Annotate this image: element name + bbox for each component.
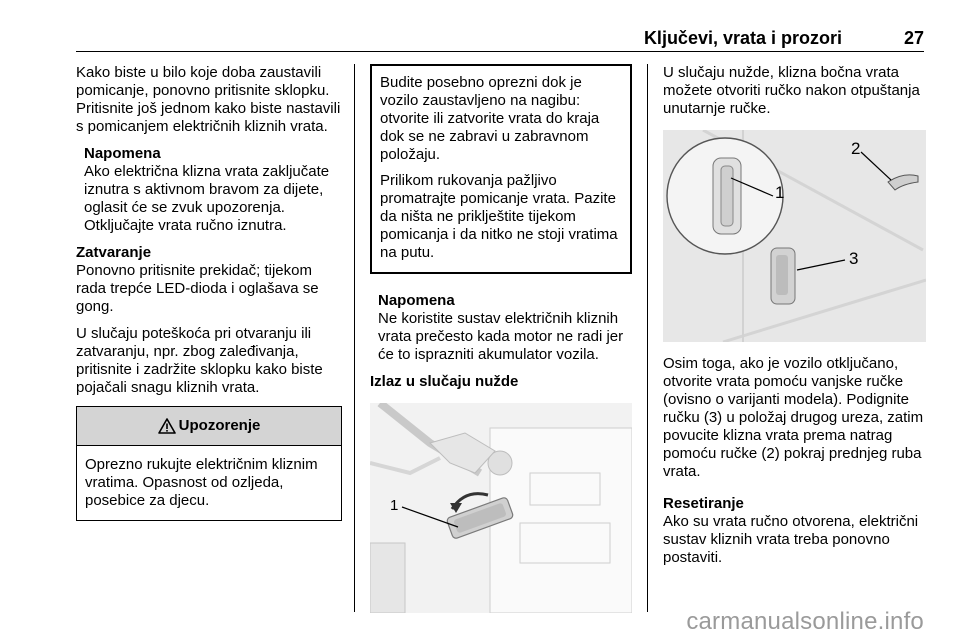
- warning-header: [77, 406, 341, 446]
- warning-title: Upozorenje: [178, 417, 261, 434]
- warning-triangle-icon: [158, 418, 176, 434]
- closing-paragraph: Ponovno pritisnite prekidač; tijekom rada trepće LED-dioda i oglašava se gong.: [76, 262, 319, 315]
- column-divider-1: [354, 64, 355, 612]
- warning-box: [76, 406, 342, 521]
- column-2: [370, 64, 632, 613]
- note-title: Napomena: [378, 292, 455, 309]
- note-text: Ako električna klizna vrata zaključate iznutra s aktivnom bravom za dijete, oglasit će se zvuk upozorenja. Otključajte vrata ručno iznutra.: [84, 163, 330, 234]
- note-child-lock: [76, 145, 342, 235]
- chapter-title: Ključevi, vrata i prozori: [643, 28, 842, 48]
- callout-label-1: 1: [775, 183, 785, 202]
- callout-label-3: 3: [849, 249, 859, 268]
- door-handles-illustration: [663, 130, 926, 342]
- intro-paragraph: Kako biste u bilo koje doba zaustavili pomicanje, ponovno pritisnite sklopku. Pritisnite još jednom kako biste nastavili s pomicanjem električnih kliznih vrata.: [76, 64, 341, 135]
- column-3: [663, 64, 926, 576]
- warning-body: [77, 446, 341, 520]
- note-text: Ne koristite sustav električnih kliznih vrata prečesto kada motor ne radi jer će to isprazniti akumulator vozila.: [378, 310, 624, 363]
- note-battery: [370, 292, 632, 364]
- outside-handle-paragraph: Osim toga, ako je vozilo otključano, otvorite vrata pomoću vanjske ručke (ovisno o varijanti modela). Podignite ručku (3) u položaj drugog ureza, zatim povucite klizna vrata prema natrag pomoću ručke (2) pokraj prednjeg ruba vrata.: [663, 355, 924, 480]
- emergency-heading: Izlaz u slučaju nužde: [370, 373, 519, 390]
- page-number: 27: [903, 28, 924, 48]
- column-1: [76, 64, 342, 521]
- difficulty-paragraph: U slučaju poteškoća pri otvaranju ili zatvaranju, npr. zbog zaleđivanja, pritisnite i zadržite sklopku kako biste pojačali snagu kliznih vrata.: [76, 325, 323, 396]
- emergency-paragraph: U slučaju nužde, klizna bočna vrata možete otvoriti ručko nakon otpuštanja unutarnje ručke.: [663, 64, 920, 117]
- closing-heading: Zatvaranje: [76, 244, 152, 261]
- callout-label-2: 2: [851, 139, 861, 158]
- interior-handle-illustration: [370, 403, 632, 613]
- note-title: Napomena: [84, 145, 161, 162]
- callout-label-1: 1: [390, 497, 399, 514]
- page-header: [76, 28, 924, 52]
- caution-box: [370, 64, 632, 274]
- caution-paragraph-2: Prilikom rukovanja pažljivo promatrajte pomicanje vrata. Pazite da ništa ne priklještite tijekom pomicanja i da nitko ne stoji vratima na putu.: [380, 172, 618, 261]
- emergency-release-figure: [370, 403, 632, 613]
- reset-paragraph: Ako su vrata ručno otvorena, električni sustav kliznih vrata treba ponovno postaviti.: [663, 513, 919, 566]
- reset-heading: Resetiranje: [663, 495, 744, 512]
- warning-text: Oprezno rukujte električnim kliznim vratima. Opasnost od ozljeda, posebice za djecu.: [85, 456, 318, 509]
- door-handles-figure: [663, 130, 926, 342]
- column-divider-2: [647, 64, 648, 612]
- caution-paragraph-1: Budite posebno oprezni dok je vozilo zaustavljeno na nagibu: otvorite ili zatvorite vrata do kraja dok se ne zabravi u zabravnom položaju.: [380, 74, 600, 163]
- watermark: carmanualsonline.info: [686, 608, 924, 635]
